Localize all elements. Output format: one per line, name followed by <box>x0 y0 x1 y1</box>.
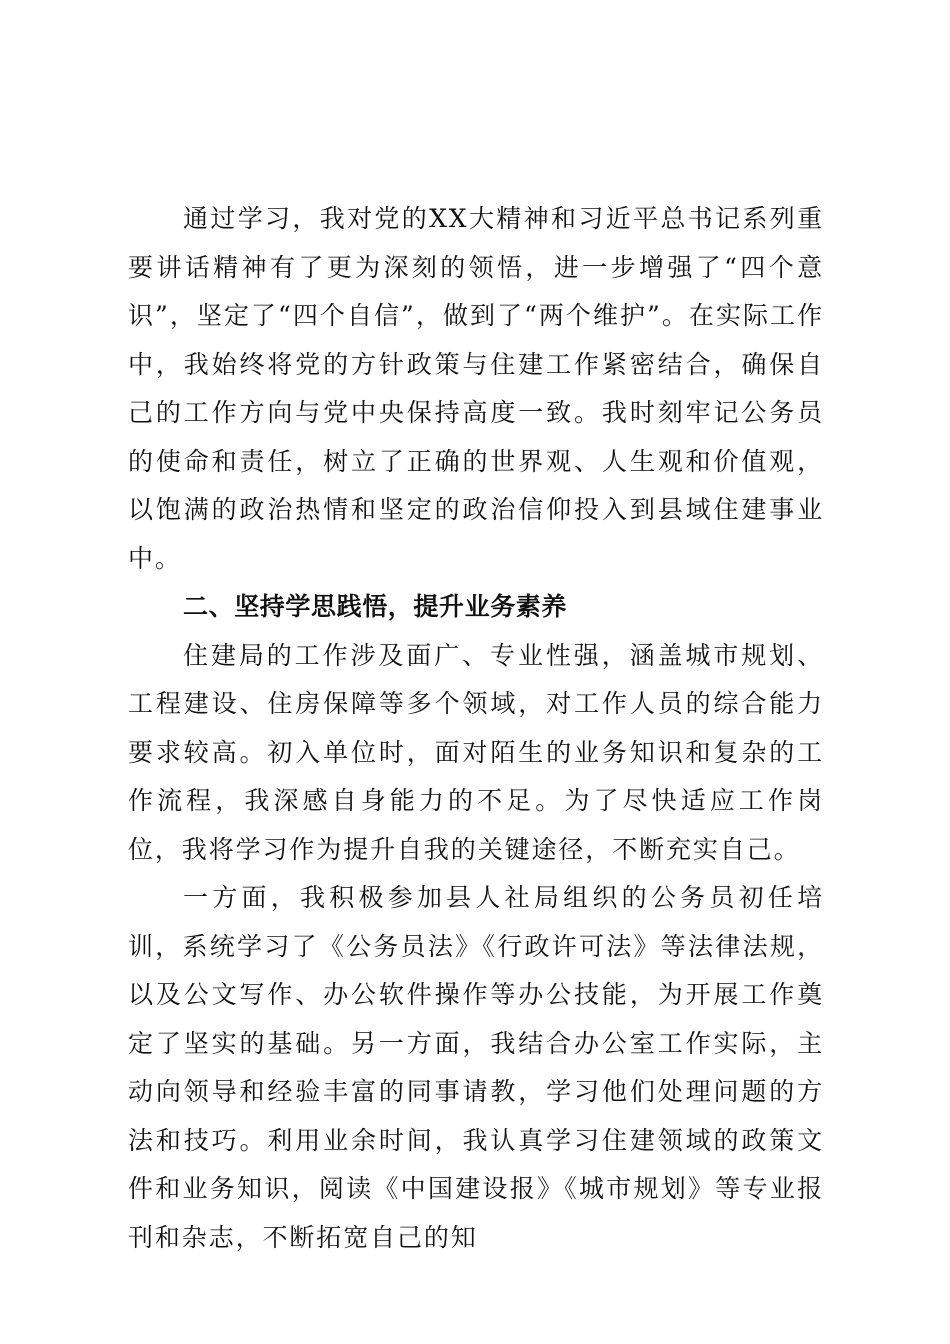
paragraph-training: 一方面，我积极参加县人社局组织的公务员初任培训，系统学习了《公务员法》《行政许可法》等法律法规，以及公文写作、办公软件操作等办公技能，为开展工作奠定了坚实的基础。另一方面，我结合办公室工作实际，主动向领导和经验丰富的同事请教，学习他们处理问题的方法和技巧。利用业余时间，我认真学习住建领域的政策文件和业务知识，阅读《中国建设报》《城市规划》等专业报刊和杂志，不断拓宽自己的知 <box>128 883 824 1252</box>
document-page <box>128 195 824 1262</box>
section-heading-2: 二、坚持学思践悟，提升业务素养 <box>183 592 568 621</box>
paragraph-work-scope: 住建局的工作涉及面广、专业性强，涵盖城市规划、工程建设、住房保障等多个领域，对工作人员的综合能力要求较高。初入单位时，面对陌生的业务知识和复杂的工作流程，我深感自身能力的不足。为了尽快适应工作岗位，我将学习作为提升自我的关键途径，不断充实自己。 <box>128 640 824 864</box>
paragraph-party-study: 通过学习，我对党的XX大精神和习近平总书记系列重要讲话精神有了更为深刻的领悟，进一步增强了“四个意识”，坚定了“四个自信”，做到了“两个维护”。在实际工作中，我始终将党的方针政策与住建工作紧密结合，确保自己的工作方向与党中央保持高度一致。我时刻牢记公务员的使命和责任，树立了正确的世界观、人生观和价值观，以饱满的政治热情和坚定的政治信仰投入到县域住建事业中。 <box>128 204 824 573</box>
